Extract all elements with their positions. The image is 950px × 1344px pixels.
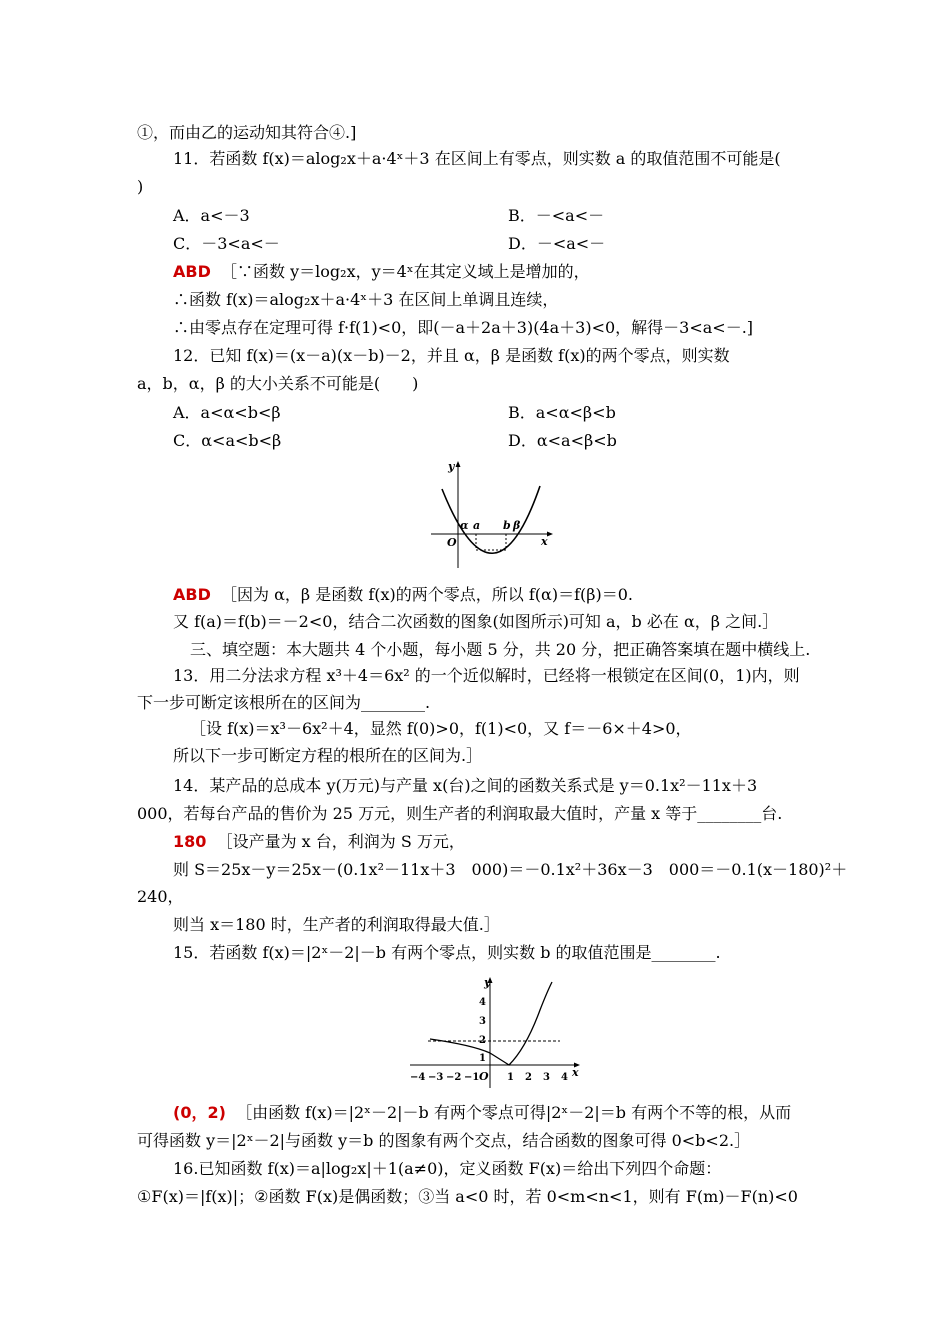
line-23: 所以下一步可断定方程的根所在的区间为.］ — [173, 746, 483, 765]
fig2-x-label: x — [572, 1066, 579, 1079]
abs-exp-figure — [402, 970, 588, 1096]
fig2-tick-3: 3 — [479, 1016, 486, 1027]
line-21: 下一步可断定该根所在的区间为________. — [137, 693, 431, 712]
fig2-tick-pos3: 3 — [543, 1072, 550, 1083]
option-12d: D．α<a<β<b — [508, 431, 617, 450]
fig2-tick-neg1: −1 — [464, 1072, 480, 1083]
fig2-origin-label: O — [479, 1070, 489, 1083]
fig2-tick-pos1: 1 — [507, 1072, 514, 1083]
line-9: ∴函数 f(x)＝alog₂x＋a·4ˣ＋3 在区间上单调且连续， — [173, 290, 559, 309]
fig1-a-label: a — [473, 519, 481, 532]
fig2-tick-neg2: −2 — [446, 1072, 462, 1083]
line-2: 11．若函数 f(x)＝alog₂x＋a·4ˣ＋3 在区间上有零点，则实数 a 的取值范围不可能是( — [173, 149, 781, 168]
fig2-tick-pos2: 2 — [525, 1072, 532, 1083]
line-3: ) — [137, 177, 144, 196]
option-12c: C．α<a<b<β — [173, 431, 282, 450]
option-12b: B．a<α<β<b — [508, 403, 616, 422]
option-11a: A．a<－3 — [173, 206, 250, 225]
answer-11: ABD ［∵函数 y＝log₂x，y＝4ˣ在其定义域上是增加的， — [173, 262, 590, 281]
fig1-origin-label: O — [447, 536, 457, 549]
option-11d: D．－<a<－ — [508, 234, 606, 253]
answer-13: ［设 f(x)＝x³－6x²＋4，显然 f(0)>0，f(1)<0，又 f＝－6×＋4>0， — [190, 719, 692, 738]
question-14: 14．某产品的总成本 y(万元)与产量 x(台)之间的函数关系式是 y＝0.1x²－11x＋3 — [173, 776, 758, 795]
question-15: 15．若函数 f(x)＝|2ˣ－2|－b 有两个零点，则实数 b 的取值范围是________. — [173, 943, 721, 962]
fig1-x-label: x — [541, 535, 548, 548]
fig2-y-label: y — [484, 976, 491, 989]
fig2-tick-neg4: −4 — [410, 1072, 426, 1083]
answer-12: ABD ［因为 α，β 是函数 f(x)的两个零点，所以 f(α)＝f(β)＝0. — [173, 585, 633, 604]
fig2-tick-neg3: −3 — [428, 1072, 444, 1083]
fig1-alpha-label: α — [460, 519, 469, 532]
line-32: 可得函数 y＝|2ˣ－2|与函数 y＝b 的图象有两个交点，结合函数的图象可得 0<b<2.］ — [137, 1131, 751, 1150]
fig2-tick-pos4: 4 — [561, 1072, 568, 1083]
option-11c: C．－3<a<－ — [173, 234, 280, 253]
section-three-heading: 三、填空题：本大题共 4 个小题，每小题 5 分，共 20 分，把正确答案填在题中横线上. — [190, 640, 811, 659]
fig1-beta-label: β — [513, 519, 521, 532]
question-16: 16.已知函数 f(x)＝a|log₂x|＋1(a≠0)，定义函数 F(x)＝给出下列四个命题： — [173, 1159, 722, 1178]
fig2-tick-1: 1 — [479, 1053, 486, 1064]
option-11b: B．－<a<－ — [508, 206, 605, 225]
option-12a: A．a<α<b<β — [173, 403, 281, 422]
line-27: 则 S＝25x－y＝25x－(0.1x²－11x＋3 000)＝－0.1x²＋36x－3 000＝－0.1(x－180)²＋ — [173, 860, 848, 879]
line-18: 又 f(a)＝f(b)＝－2<0，结合二次函数的图象(如图所示)可知 a，b 必在 α，β 之间.］ — [173, 612, 779, 631]
fig1-b-label: b — [503, 519, 511, 532]
answer-14: 180 ［设产量为 x 台，利润为 S 万元， — [173, 832, 465, 851]
line-12: a，b，α，β 的大小关系不可能是( ) — [137, 374, 419, 393]
fig2-tick-4: 4 — [479, 997, 486, 1008]
question-13: 13．用二分法求方程 x³＋4＝6x² 的一个近似解时，已经将一根锁定在区间(0，1)内，则 — [173, 666, 800, 685]
fig2-tick-2: 2 — [479, 1035, 486, 1046]
line-25: 000，若每台产品的售价为 25 万元，则生产者的利润取最大值时，产量 x 等于________台. — [137, 804, 783, 823]
question-12: 12．已知 f(x)＝(x－a)(x－b)－2，并且 α，β 是函数 f(x)的两个零点，则实数 — [173, 346, 730, 365]
line-34: ①F(x)＝|f(x)|；②函数 F(x)是偶函数；③当 a<0 时，若 0<m<n<1，则有 F(m)－F(n)<0 — [137, 1187, 798, 1206]
line-28: 240， — [137, 887, 184, 906]
line-10: ∴由零点存在定理可得 f·f(1)<0，即(－a＋2a＋3)(4a＋3)<0，解得－3<a<－.] — [173, 318, 754, 337]
line-1: ①，而由乙的运动知其符合④.] — [137, 123, 357, 142]
answer-15: (0，2) ［由函数 f(x)＝|2ˣ－2|－b 有两个零点可得|2ˣ－2|＝b 有两个不等的根，从而 — [173, 1103, 792, 1122]
line-29: 则当 x＝180 时，生产者的利润取得最大值.］ — [173, 915, 500, 934]
parabola-figure — [428, 456, 558, 572]
fig1-y-label: y — [448, 460, 455, 473]
